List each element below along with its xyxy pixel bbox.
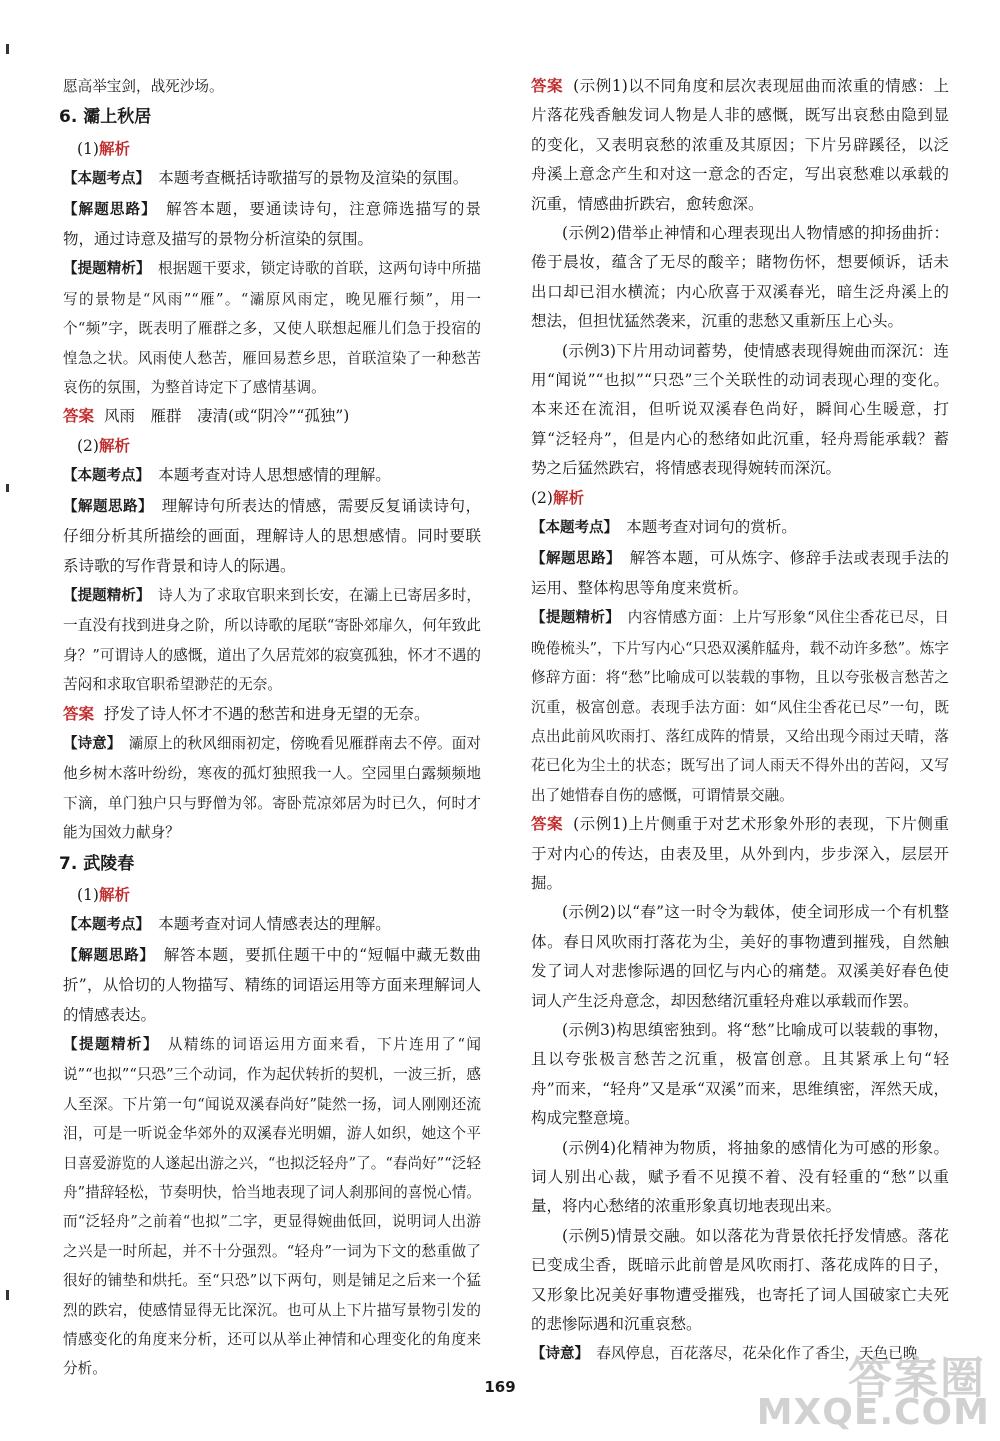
section-title: 6. 灞上秋居 <box>59 107 152 128</box>
paragraph: 愿高举宝剑，战死沙场。 <box>63 78 224 95</box>
answer-example: (示例3)下片用动词蓄势，使情感表现得婉曲而深沉：连用“闻说”“也拟”“只恐”三个关联性的动词表现心理的变化。本来还在流泪，但听说双溪春色尚好，瞬间心生暖意，打算“泛轻舟”，但是内心的愁绪如此沉重，轻舟焉能承载？蓄势之后猛然跌宕，将情感表现得婉转而深沉。 <box>531 341 949 478</box>
answer-example: (示例5)情景交融。如以落花为背景依托抒发情感。落花已变成尘香，既暗示此前曾是风吹雨打、落花成阵的日子，又形象比况美好事物遭受摧残，也寄托了词人国破家亡夫死的悲惨际遇和沉重哀愁。 <box>531 1226 949 1334</box>
key-point: 【本题考点】 本题考查概括诗歌描写的景物及渲染的氛围。 <box>63 169 469 188</box>
answer: 答案 (示例1)上片侧重于对艺术形象外形的表现，下片侧重于对内心的传达，由表及里，从外到内，步步深入，层层开掘。 <box>531 815 949 892</box>
approach: 【解题思路】 解答本题，要抓住题干中的“短幅中藏无数曲折”，从恰切的人物描写、精练的词语运用等方面来理解词人的情感表达。 <box>63 945 481 1024</box>
poem-meaning: 【诗意】 春风停息，百花落尽，花朵化作了香尘，天色已晚 <box>531 1345 918 1363</box>
section-title: 7. 武陵春 <box>59 853 135 874</box>
analysis-label: 解析 <box>98 139 130 158</box>
answer: 答案 (示例1)以不同角度和层次表现屈曲而浓重的情感：上片落花残香触发词人物是人非的感慨，既写出哀愁由隐到显的变化，又表明哀愁的浓重及其原因；下片另辟蹊径，以泛舟溪上意念产生和对这一意念的否定，写出哀愁难以承载的沉重，情感曲折跌宕，愈转愈深。 <box>531 77 949 213</box>
poem-meaning: 【诗意】 灞原上的秋风细雨初定，傍晚看见雁群南去不停。面对他乡树木落叶纷纷，寒夜的孤灯独照我一人。空园里白露频频地下滴，单门独户只与野僧为邻。寄卧荒凉郊居为时已久，何时才能为国效力献身？ <box>63 734 481 842</box>
margin-mark <box>6 484 9 492</box>
analysis-label: 解析 <box>98 885 130 904</box>
analysis-label: 解析 <box>552 488 584 507</box>
page-number: 169 <box>484 1378 516 1396</box>
answer-example: (示例2)借举止神情和心理表现出人物情感的抑扬曲折：倦于晨妆，蕴含了无尽的酸辛；睹物伤怀，想要倾诉，话未出口却已泪水横流；内心欣喜于双溪春光，暗生泛舟溪上的想法，但担忧猛然袭来，沉重的悲愁又重新压上心头。 <box>531 224 949 331</box>
margin-mark <box>6 44 9 54</box>
question-label: (2)解析 <box>531 488 584 507</box>
approach: 【解题思路】 解答本题，要通读诗句，注意筛选描写的景物，通过诗意及描写的景物分析渲染的氛围。 <box>63 199 481 249</box>
answer-example: (示例2)以“春”这一时令为载体，使全词形成一个有机整体。春日风吹雨打落花为尘，美好的事物遭到摧残，自然触发了词人对悲惨际遇的回忆与内心的痛楚。双溪美好春色使词人产生泛舟意念，却因愁绪沉重轻舟难以承载而作罢。 <box>531 903 949 1010</box>
detail: 【提题精析】 从精练的词语运用方面来看，下片连用了“闻说”“也拟”“只恐”三个动词，作为起伏转折的契机，一波三折，感人至深。下片第一句“闻说双溪春尚好”陡然一扬，词人刚刚还流泪，可是一听说金华郊外的双溪春光明媚，游人如织，她这个平日喜爱游览的人遂起出游之兴，“也拟泛轻舟”了。“春尚好”“泛轻舟”措辞轻松，节奏明快，恰当地表现了词人刹那间的喜悦心情。而“泛轻舟”之前着“也拟”二字，更显得婉曲低回，说明词人出游之兴是一时所起，并不十分强烈。“轻舟”一词为下文的愁重做了很好的铺垫和烘托。至“只恐”以下两句，则是铺足之后来一个猛烈的跌宕，使感情显得无比深沉。也可从上下片描写景物引发的情感变化的角度来分析，还可以从举止神情和心理变化的角度来分析。 <box>63 1036 481 1378</box>
answer: 答案 抒发了诗人怀才不遇的愁苦和进身无望的无奈。 <box>63 704 430 723</box>
answer-example: (示例3)构思缜密独到。将“愁”比喻成可以装载的事物，且以夸张极言愁苦之沉重，极富创意。且其紧承上句“轻舟”而来，“轻舟”又是承“双溪”而来，思维缜密，浑然天成，构成完整意境。 <box>531 1021 949 1128</box>
key-point: 【本题考点】 本题考查对词句的赏析。 <box>531 518 797 537</box>
question-label: (1)解析 <box>77 139 130 158</box>
question-label: (1)解析 <box>77 885 130 904</box>
margin-mark <box>6 1290 9 1300</box>
approach: 【解题思路】 理解诗句所表达的情感，需要反复诵读诗句，仔细分析其所描绘的画面，理解诗人的思想感情。同时要联系诗歌的写作背景和诗人的际遇。 <box>63 496 481 575</box>
left-column <box>59 72 481 1384</box>
analysis-label: 解析 <box>98 436 130 455</box>
detail: 【提题精析】 诗人为了求取官职来到长安，在灞上已寄居多时，一直没有找到进身之阶，所以诗歌的尾联“寄卧郊扉久，何年致此身？”可谓诗人的感慨，道出了久居荒郊的寂寞孤独，怀才不遇的苦闷和求取官职希望渺茫的无奈。 <box>63 586 481 694</box>
detail: 【提题精析】 内容情感方面：上片写形象“风住尘香花已尽，日晚倦梳头”，下片写内心“只恐双溪舴艋舟，载不动许多愁”。炼字修辞方面：将“愁”比喻成可以装载的事物，且以夸张极言愁苦之沉重，极富创意。表现手法方面：如“风住尘香花已尽”一句，既点出此前风吹雨打、落红成阵的情景，又给出现今雨过天晴，落花已化为尘土的状态；既写出了词人雨天不得外出的苦闷，又写出了她惜春自伤的感慨，可谓情景交融。 <box>531 609 950 804</box>
detail: 【提题精析】 根据题干要求，锁定诗歌的首联，这两句诗中所描写的景物是“风雨”“雁”。“灞原风雨定，晚见雁行频”，用一个“频”字，既表明了雁群之多，又使人联想起雁儿们急于投宿的惶急之状。风雨使人愁苦，雁回易惹乡思，首联渲染了一种愁苦哀伤的氛围，为整首诗定下了感情基调。 <box>63 260 481 397</box>
right-column <box>531 72 949 1370</box>
answer: 答案 风雨 雁群 凄清(或“阴冷”“孤独”) <box>63 407 350 426</box>
watermark-text-en: MXQE.COM <box>756 1392 990 1433</box>
question-label: (2)解析 <box>77 436 130 455</box>
approach: 【解题思路】 解答本题，可从炼字、修辞手法或表现手法的运用、整体构思等角度来赏析。 <box>531 548 949 597</box>
key-point: 【本题考点】 本题考查对词人情感表达的理解。 <box>63 915 391 934</box>
key-point: 【本题考点】 本题考查对诗人思想感情的理解。 <box>63 466 391 485</box>
watermark-text-cn: 答案圈 <box>848 1353 986 1404</box>
answer-example: (示例4)化精神为物质，将抽象的感情化为可感的形象。词人别出心裁，赋予看不见摸不着、没有轻重的“愁”以重量，将内心愁绪的浓重形象真切地表现出来。 <box>531 1138 949 1216</box>
